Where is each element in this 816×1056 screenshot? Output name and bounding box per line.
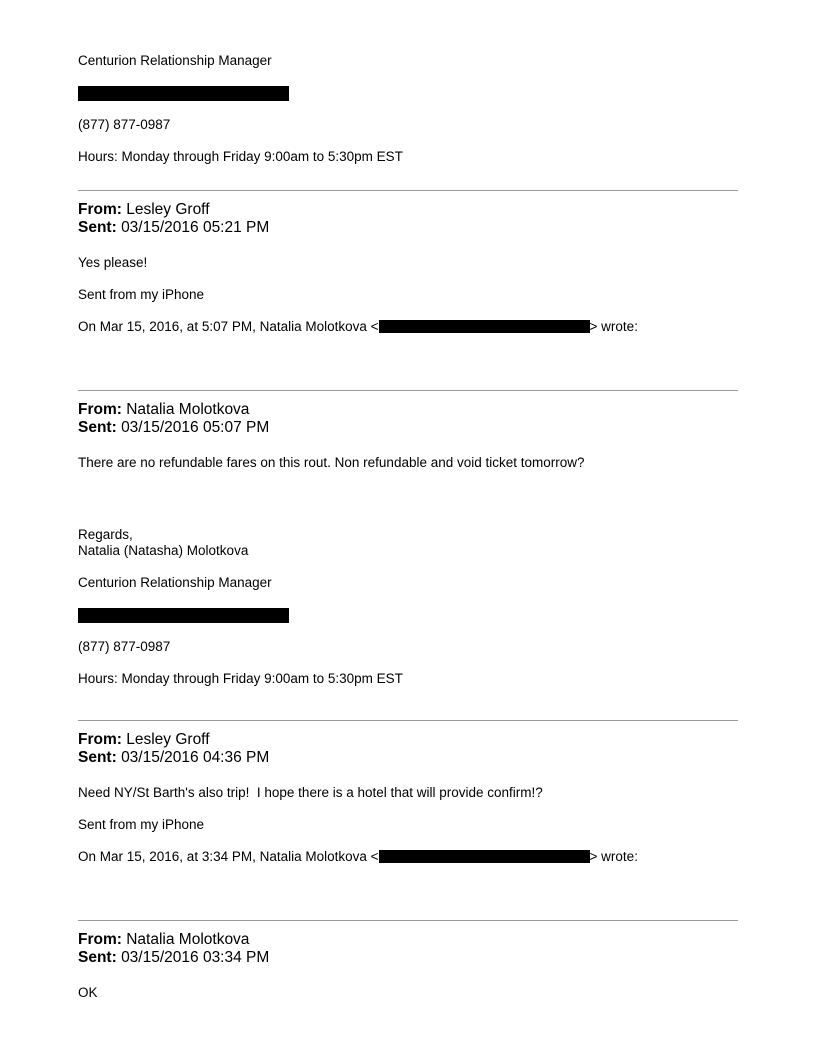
signature-name: Natalia (Natasha) Molotkova (78, 543, 249, 558)
from-label: From: (78, 401, 122, 418)
email-sent-line (78, 419, 269, 437)
sent-label: Sent: (78, 219, 117, 236)
email-body: There are no refundable fares on this rout. Non refundable and void ticket tomorrow? (78, 455, 585, 470)
quote-prefix: On Mar 15, 2016, at 3:34 PM, Natalia Molotkova < (78, 849, 379, 864)
from-name: Lesley Groff (126, 201, 210, 218)
sent-label: Sent: (78, 749, 117, 766)
sent-label: Sent: (78, 949, 117, 966)
email-from-line (78, 201, 210, 219)
sent-date: 03/15/2016 03:34 PM (121, 949, 270, 966)
signature-phone: (877) 877-0987 (78, 117, 171, 132)
quote-line (78, 849, 638, 865)
from-name: Lesley Groff (126, 731, 210, 748)
from-label: From: (78, 201, 122, 218)
device-signature: Sent from my iPhone (78, 287, 205, 302)
email-body: Yes please! (78, 255, 148, 270)
redacted-email (379, 320, 590, 333)
message-divider (78, 390, 738, 391)
quote-line (78, 319, 638, 335)
signature-hours: Hours: Monday through Friday 9:00am to 5:30pm EST (78, 149, 403, 164)
message-divider (78, 190, 738, 191)
signature-phone: (877) 877-0987 (78, 639, 171, 654)
email-from-line (78, 731, 210, 749)
from-label: From: (78, 931, 122, 948)
regards: Regards, (78, 527, 133, 542)
message-divider (78, 720, 738, 721)
sent-date: 03/15/2016 05:07 PM (121, 419, 270, 436)
email-from-line (78, 931, 249, 949)
email-body: Need NY/St Barth's also trip! I hope there is a hotel that will provide confirm!? (78, 785, 543, 800)
quote-suffix: > wrote: (589, 849, 638, 864)
sent-label: Sent: (78, 419, 117, 436)
sent-date: 03/15/2016 05:21 PM (121, 219, 270, 236)
email-sent-line (78, 949, 269, 967)
email-sent-line (78, 749, 269, 767)
signature-title: Centurion Relationship Manager (78, 53, 272, 68)
signature-hours: Hours: Monday through Friday 9:00am to 5:30pm EST (78, 671, 403, 686)
quote-suffix: > wrote: (589, 319, 638, 334)
email-sent-line (78, 219, 269, 237)
redacted-block (78, 608, 289, 623)
from-name: Natalia Molotkova (126, 401, 250, 418)
sent-date: 03/15/2016 04:36 PM (121, 749, 270, 766)
from-name: Natalia Molotkova (126, 931, 250, 948)
signature-title: Centurion Relationship Manager (78, 575, 272, 590)
message-divider (78, 920, 738, 921)
email-body: OK (78, 985, 98, 1000)
device-signature: Sent from my iPhone (78, 817, 205, 832)
redacted-email (379, 850, 590, 863)
from-label: From: (78, 731, 122, 748)
email-from-line (78, 401, 249, 419)
quote-prefix: On Mar 15, 2016, at 5:07 PM, Natalia Molotkova < (78, 319, 379, 334)
redacted-block (78, 86, 289, 101)
